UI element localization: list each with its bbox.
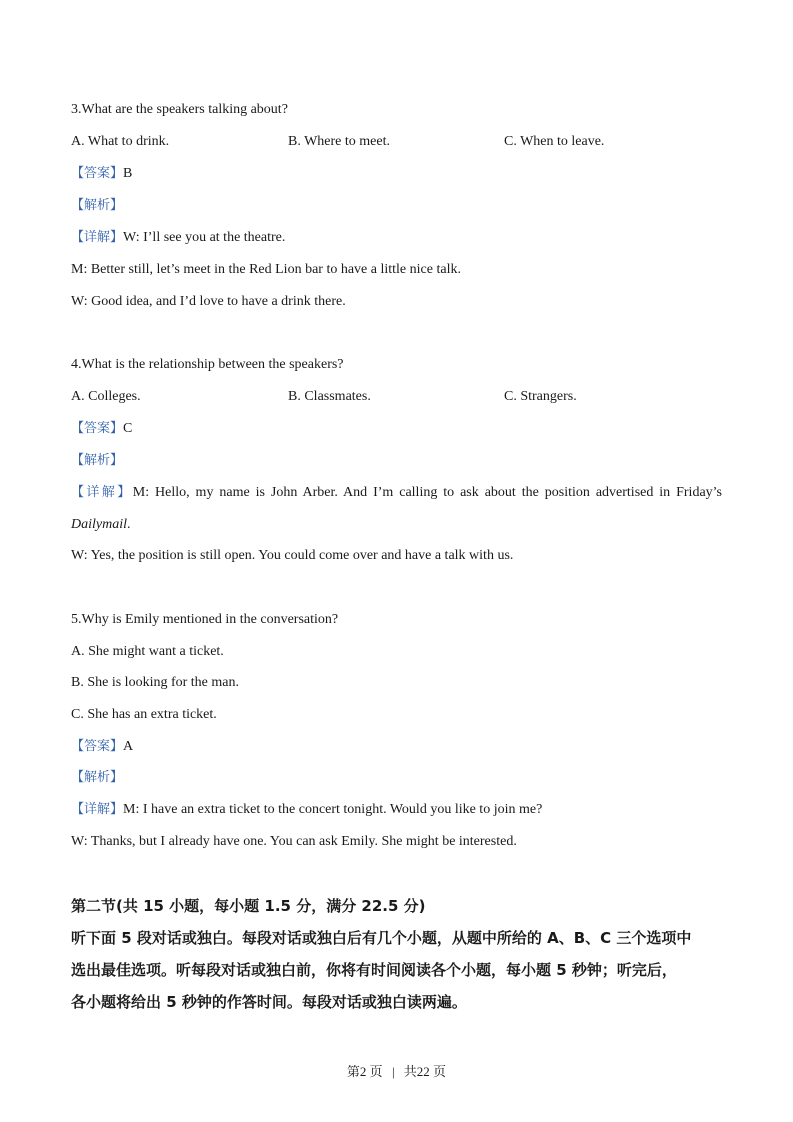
q3-detail-1 (71, 228, 285, 248)
q5-option-c: C. She has an extra ticket. (71, 707, 217, 722)
q4-detail-1 (71, 483, 722, 503)
section-instruction-1: 听下面 5 段对话或独白。每段对话或独白后有几个小题，从题中所给的 A、B、C 三个选项中 (71, 929, 692, 947)
q4-newspaper-name: Dailymail (71, 517, 127, 532)
detail-tag: 【详解】 (71, 230, 124, 245)
page-number: 第2 页 (346, 1064, 383, 1079)
answer-tag: 【答案】 (71, 421, 124, 436)
q3-detail-3: W: Good idea, and I’d love to have a drink there. (71, 294, 346, 309)
q5-question: 5.Why is Emily mentioned in the conversation? (71, 612, 339, 627)
q3-detail-1-text: W: I’ll see you at the theatre. (123, 230, 286, 245)
q3-answer-value: B (123, 166, 133, 181)
q3-option-c: C. When to leave. (504, 134, 605, 149)
q4-answer-value: C (123, 421, 133, 436)
q5-answer (71, 737, 133, 757)
page-footer (0, 1063, 793, 1081)
q4-analysis (71, 451, 123, 471)
q4-option-a: A. Colleges. (71, 389, 141, 404)
answer-tag: 【答案】 (71, 166, 124, 181)
q4-detail-1-text: M: Hello, my name is John Arber. And I’m calling to ask about the position advertised in Friday’s (132, 485, 722, 500)
q4-option-b: B. Classmates. (288, 389, 371, 404)
section-instruction-3: 各小题将给出 5 秒钟的作答时间。每段对话或独白读两遍。 (71, 993, 467, 1011)
q4-detail-1-cont (71, 515, 131, 535)
section-heading: 第二节(共 15 小题，每小题 1.5 分，满分 22.5 分) (71, 897, 426, 915)
q3-analysis (71, 196, 123, 216)
q3-option-b: B. Where to meet. (288, 134, 390, 149)
q3-answer (71, 164, 132, 184)
analysis-tag: 【解析】 (71, 453, 124, 468)
answer-tag: 【答案】 (71, 739, 124, 754)
q5-analysis (71, 768, 123, 788)
detail-tag: 【详解】 (71, 802, 124, 817)
analysis-tag: 【解析】 (71, 770, 124, 785)
q5-detail-2: W: Thanks, but I already have one. You can ask Emily. She might be interested. (71, 834, 517, 849)
q4-answer (71, 419, 132, 439)
q5-option-b: B. She is looking for the man. (71, 675, 239, 690)
q5-answer-value: A (123, 739, 134, 754)
q4-option-c: C. Strangers. (504, 389, 577, 404)
analysis-tag: 【解析】 (71, 198, 124, 213)
page-total: 共22 页 (403, 1064, 447, 1079)
q5-option-a: A. She might want a ticket. (71, 644, 224, 659)
q3-question: 3.What are the speakers talking about? (71, 102, 288, 117)
q4-detail-2: W: Yes, the position is still open. You could come over and have a talk with us. (71, 548, 514, 563)
q3-option-a: A. What to drink. (71, 134, 170, 149)
q4-question: 4.What is the relationship between the speakers? (71, 357, 344, 372)
q5-detail-1-text: M: I have an extra ticket to the concert tonight. Would you like to join me? (123, 802, 543, 817)
q3-detail-2: M: Better still, let’s meet in the Red Lion bar to have a little nice talk. (71, 262, 461, 277)
q5-detail-1 (71, 800, 542, 820)
q4-detail-1-end: . (127, 517, 131, 532)
section-instruction-2: 选出最佳选项。听每段对话或独白前，你将有时间阅读各个小题，每小题 5 秒钟；听完后， (71, 961, 677, 979)
footer-separator: | (391, 1064, 395, 1079)
detail-tag: 【详解】 (71, 485, 133, 500)
